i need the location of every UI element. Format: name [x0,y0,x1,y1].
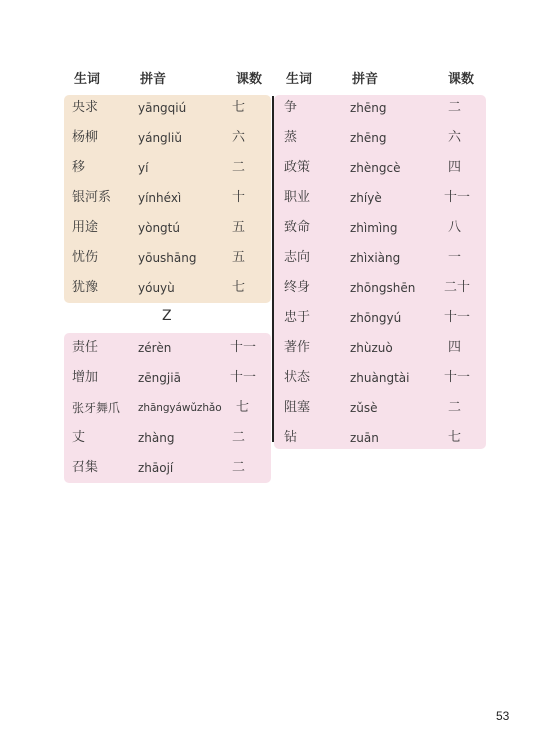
lesson-number: 二 [232,460,246,475]
pinyin: yòngtú [138,221,180,235]
word: 钻 [284,430,298,445]
lesson-number: 四 [448,160,462,175]
word: 用途 [72,220,99,235]
pinyin: yángliǔ [138,131,182,145]
pinyin: zhìmìng [350,221,398,235]
pinyin: zhàng [138,431,175,445]
section-letter: Z [162,308,172,324]
word: 犹豫 [72,280,99,295]
pinyin: zǔsè [350,401,378,415]
lesson-number: 七 [232,280,246,295]
word: 争 [284,100,298,115]
pinyin: zhíyè [350,191,382,205]
word: 阻塞 [284,400,311,415]
word: 蒸 [284,130,298,145]
header-lesson-left: 课数 [236,72,263,87]
lesson-number: 十一 [444,190,471,205]
pinyin: yāngqiú [138,101,187,115]
z-group-left-table [64,333,271,483]
pinyin: zhāngyáwǔzhǎo [138,402,222,414]
header-word-left: 生词 [74,72,101,87]
lesson-number: 七 [448,430,462,445]
header-word-right: 生词 [286,72,313,87]
word: 丈 [72,430,86,445]
pinyin: zérèn [138,341,172,355]
word: 移 [72,160,86,175]
y-group-table [64,95,271,303]
pinyin: zhèngcè [350,161,401,175]
word: 银河系 [72,190,112,205]
pinyin: zhuàngtài [350,371,410,385]
word: 著作 [284,340,311,355]
pinyin: yínhéxì [138,191,182,205]
word: 增加 [72,370,99,385]
pinyin: zhēng [350,101,387,115]
lesson-number: 七 [236,400,250,415]
lesson-number: 八 [448,220,462,235]
lesson-number: 二 [448,100,462,115]
word: 央求 [72,100,99,115]
lesson-number: 十一 [230,370,257,385]
word: 召集 [72,460,99,475]
pinyin: zhìxiàng [350,251,401,265]
word: 责任 [72,340,99,355]
word: 政策 [284,160,311,175]
lesson-number: 十 [232,190,246,205]
page-number: 53 [496,709,510,723]
lesson-number: 十一 [444,370,471,385]
word: 状态 [284,370,311,385]
word: 忧伤 [72,250,99,265]
pinyin: zēngjiā [138,371,181,385]
pinyin: yōushāng [138,251,197,265]
lesson-number: 二 [448,400,462,415]
lesson-number: 十一 [230,340,257,355]
pinyin: yóuyù [138,281,175,295]
header-pinyin-right: 拼音 [352,72,379,87]
pinyin: zhōngshēn [350,281,416,295]
word: 职业 [284,190,311,205]
pinyin: zhùzuò [350,341,393,355]
pinyin: zhōngyú [350,311,402,325]
lesson-number: 四 [448,340,462,355]
z-group-right-table [274,95,486,449]
lesson-number: 二十 [444,280,471,295]
word: 杨柳 [72,130,99,145]
pinyin: zhāojí [138,461,174,475]
word: 致命 [284,220,311,235]
lesson-number: 二 [232,160,246,175]
lesson-number: 六 [232,130,246,145]
lesson-number: 五 [232,220,246,235]
lesson-number: 七 [232,100,246,115]
lesson-number: 六 [448,130,462,145]
header-pinyin-left: 拼音 [140,72,167,87]
word: 终身 [284,280,311,295]
header-lesson-right: 课数 [448,72,475,87]
pinyin: zhēng [350,131,387,145]
lesson-number: 十一 [444,310,471,325]
lesson-number: 二 [232,430,246,445]
word: 忠于 [284,310,311,325]
word: 志向 [284,250,311,265]
word: 张牙舞爪 [72,401,121,415]
lesson-number: 一 [448,250,462,265]
lesson-number: 五 [232,250,246,265]
pinyin: zuān [350,431,379,445]
pinyin: yí [138,161,149,175]
